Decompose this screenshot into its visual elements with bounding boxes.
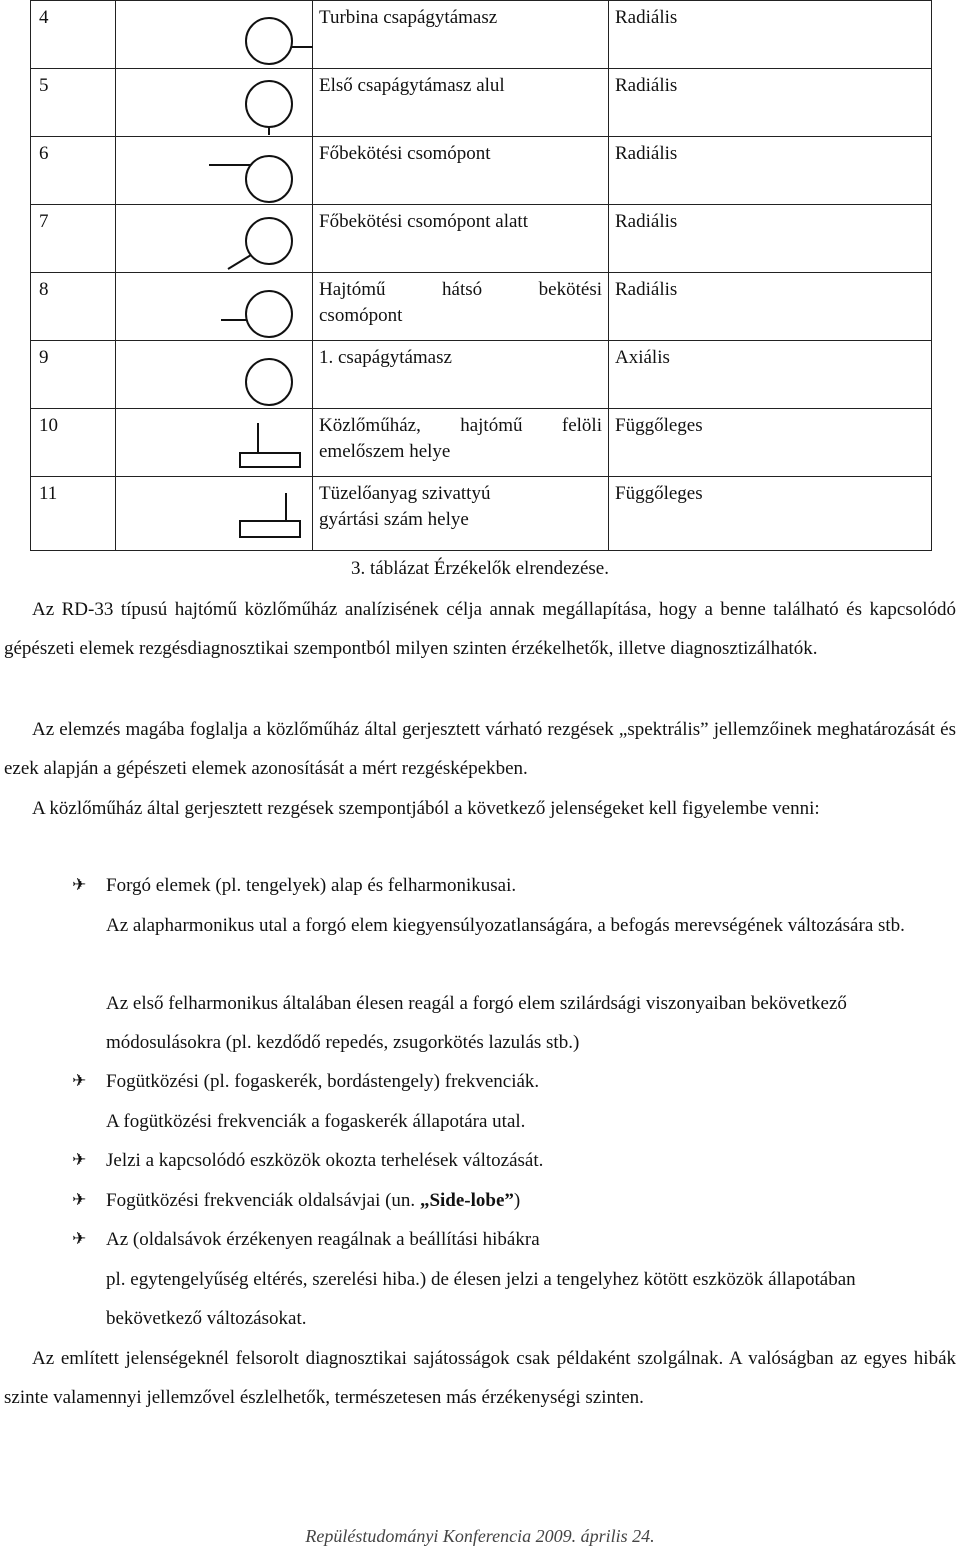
bullet-detail: Az első felharmonikus általában élesen reagál a forgó elem szilárdsági viszonyaiban bekövetkező módosulásokra (pl. kezdődő repedés, zsugorkötés lazulás stb.) bbox=[106, 993, 847, 1053]
sensor-symbol bbox=[116, 137, 313, 205]
list-item: ✈ Fogütközési frekvenciák oldalsávjai (un. „Side-lobe”) bbox=[72, 1181, 520, 1220]
airplane-icon: ✈ bbox=[72, 1071, 87, 1091]
row-number: 6 bbox=[31, 137, 116, 205]
paragraph-phenomena: A közlőműház által gerjesztett rezgések szempontjából a következő jelenségeket kell figyelembe venni: bbox=[32, 798, 820, 819]
sensor-description: Főbekötési csomópont bbox=[313, 137, 609, 205]
bullet-detail: pl. egytengelyűség eltérés, szerelési hiba.) de élesen jelzi a tengelyhez kötött eszközök állapotában bekövetkező változásokat. bbox=[106, 1269, 856, 1329]
sensor-symbol bbox=[116, 273, 313, 341]
paragraph-purpose: Az RD-33 típusú hajtómű közlőműház analízisének célja annak megállapítása, hogy a benne található és kapcsolódó gépészeti elemek rezgésdiagnosztikai szempontból milyen szinten érzékelhetők, illetve diagnosztizálhatók. bbox=[4, 599, 956, 659]
sensor-symbol bbox=[116, 69, 313, 137]
bullet-detail: Az alapharmonikus utal a forgó elem kiegyensúlyozatlanságára, a befogás merevségének változására stb. bbox=[106, 915, 905, 936]
row-number: 8 bbox=[31, 273, 116, 341]
table-row bbox=[31, 1, 932, 69]
circle-line-bottom-icon bbox=[116, 69, 313, 135]
table-row bbox=[31, 137, 932, 205]
list-item: ✈ Jelzi a kapcsolódó eszközök okozta terhelések változását. bbox=[72, 1141, 543, 1180]
sensor-symbol bbox=[116, 1, 313, 69]
airplane-icon: ✈ bbox=[72, 1190, 87, 1210]
sensor-symbol bbox=[116, 341, 313, 409]
list-item: ✈ Fogütközési (pl. fogaskerék, bordástengely) frekvenciák. bbox=[72, 1062, 539, 1101]
sensor-symbol bbox=[116, 409, 313, 477]
row-number: 9 bbox=[31, 341, 116, 409]
circle-line-left-icon bbox=[116, 137, 313, 203]
rect-post-icon bbox=[116, 409, 313, 475]
table-row bbox=[31, 273, 932, 341]
paragraph-conclusion: Az említett jelenségeknél felsorolt diagnosztikai sajátosságok csak példaként szolgálnak. A valóságban az egyes hibák szinte valamennyi jellemzővel észlelhetők, természetesen más érzékenységi szinten. bbox=[4, 1348, 956, 1408]
sensor-description: Első csapágytámasz alul bbox=[313, 69, 609, 137]
table-row bbox=[31, 205, 932, 273]
sensor-description: Hajtómű hátsó bekötési csomópont bbox=[313, 273, 609, 341]
row-number: 10 bbox=[31, 409, 116, 477]
page-footer: Repüléstudományi Konferencia 2009. április 24. bbox=[305, 1526, 655, 1546]
sensor-symbol bbox=[116, 205, 313, 273]
sensor-description: 1. csapágytámasz bbox=[313, 341, 609, 409]
sensor-description: Turbina csapágytámasz bbox=[313, 1, 609, 69]
table-caption: 3. táblázat Érzékelők elrendezése. bbox=[351, 558, 609, 579]
list-item: ✈ Forgó elemek (pl. tengelyek) alap és felharmonikusai. bbox=[72, 866, 516, 905]
sensor-description: Közlőműház, hajtómű felöli emelőszem helye bbox=[313, 409, 609, 477]
circle-line-right-icon bbox=[116, 1, 313, 67]
table-row bbox=[31, 409, 932, 477]
sensor-table bbox=[30, 0, 932, 551]
row-number: 5 bbox=[31, 69, 116, 137]
sensor-direction: Radiális bbox=[609, 1, 932, 69]
circle-line-bottom-left-icon bbox=[116, 205, 313, 271]
airplane-icon: ✈ bbox=[72, 1229, 87, 1249]
row-number: 7 bbox=[31, 205, 116, 273]
sensor-direction: Radiális bbox=[609, 273, 932, 341]
list-item: ✈ Az (oldalsávok érzékenyen reagálnak a beállítási hibákra bbox=[72, 1220, 540, 1259]
row-number: 4 bbox=[31, 1, 116, 69]
bullet-detail: A fogütközési frekvenciák a fogaskerék állapotára utal. bbox=[106, 1111, 526, 1132]
circle-icon bbox=[116, 341, 313, 407]
sensor-description: Főbekötési csomópont alatt bbox=[313, 205, 609, 273]
sensor-direction: Radiális bbox=[609, 137, 932, 205]
circle-line-left-low-icon bbox=[116, 273, 313, 339]
sensor-direction: Függőleges bbox=[609, 409, 932, 477]
table-row bbox=[31, 69, 932, 137]
rect-post-right-icon bbox=[116, 477, 313, 549]
table-row bbox=[31, 341, 932, 409]
sensor-direction: Axiális bbox=[609, 341, 932, 409]
airplane-icon: ✈ bbox=[72, 875, 87, 895]
sensor-direction: Függőleges bbox=[609, 477, 932, 551]
paragraph-analysis: Az elemzés magába foglalja a közlőműház által gerjesztett várható rezgések „spektrális” jellemzőinek meghatározását és ezek alapján a gépészeti elemek azonosítását a mért rezgésképekben. bbox=[4, 719, 956, 779]
sensor-direction: Radiális bbox=[609, 69, 932, 137]
airplane-icon: ✈ bbox=[72, 1150, 87, 1170]
row-number: 11 bbox=[31, 477, 116, 551]
sensor-description: Tüzelőanyag szivattyú gyártási szám helye bbox=[313, 477, 609, 551]
sensor-direction: Radiális bbox=[609, 205, 932, 273]
sensor-symbol bbox=[116, 477, 313, 551]
table-row bbox=[31, 477, 932, 551]
